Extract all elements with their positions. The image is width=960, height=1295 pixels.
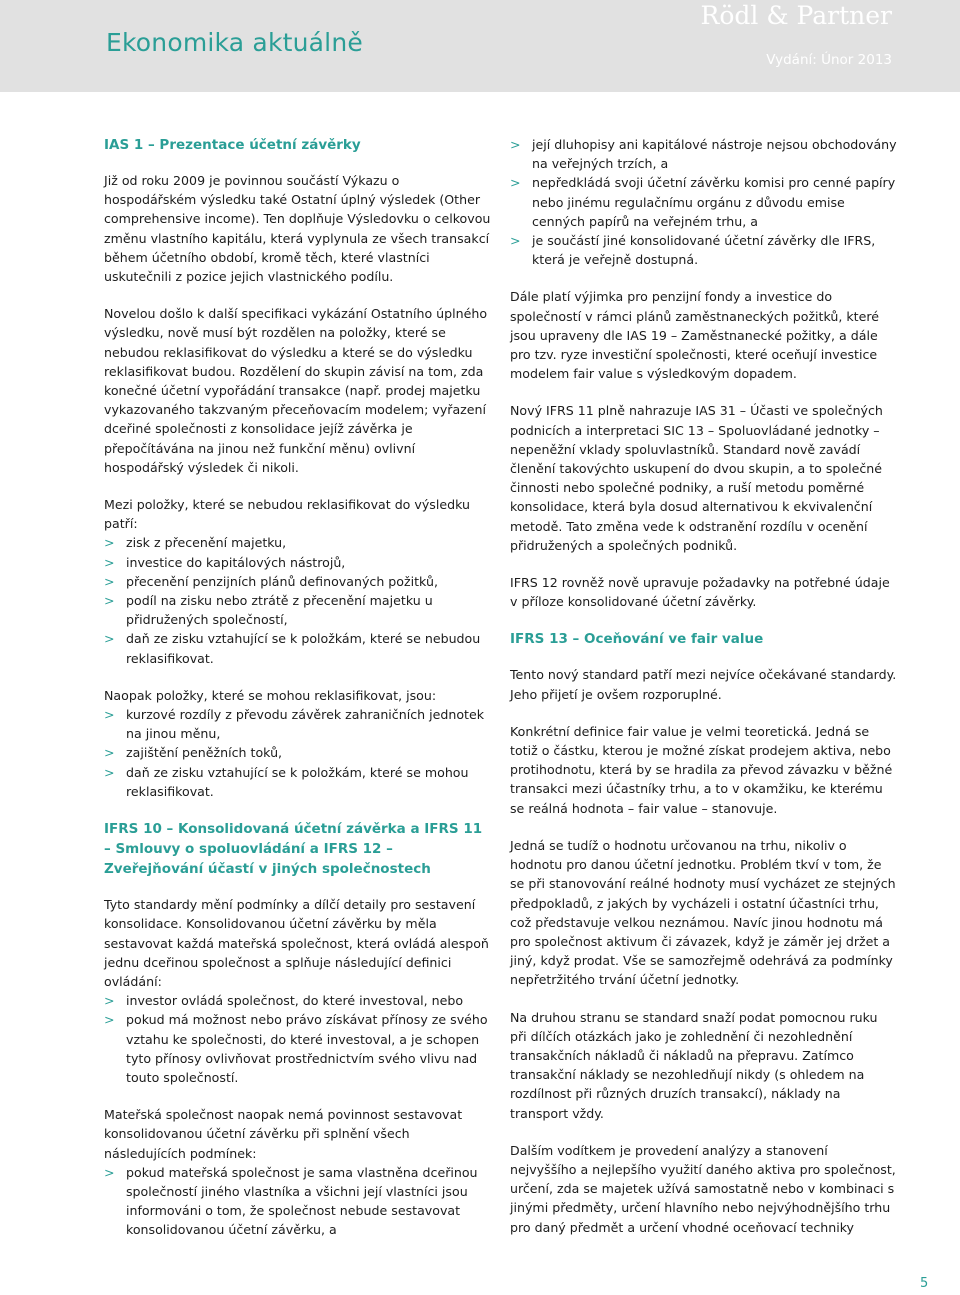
list-item: > přecenění penzijních plánů definovaných požitků, (104, 572, 492, 591)
paragraph: Naopak položky, které se mohou reklasifikovat, jsou: (104, 687, 437, 703)
section-heading-ifrs13: IFRS 13 – Oceňování ve fair value (510, 631, 764, 648)
header-band (0, 0, 960, 92)
paragraph: Dalším vodítkem je provedení analýzy a stanovení nejvyššího a nejlepšího využití daného aktiva pro společnost, určení, zda se majetek užívá samostatně nebo v kombinaci s jinými předměty, určení hlavního nebo nejvýhodnějšího trhu pro daný předmět a určení vhodné oceňovací techniky (510, 1142, 896, 1235)
paragraph: Tyto standardy mění podmínky a dílčí detaily pro sestavení konsolidace. Konsolidovanou účetní závěrku by měla sestavovat každá mateřská společnost, která ovládá alespoň jednu dceřinou společnost a splňuje následující definici ovládání: (104, 897, 489, 989)
list-item: > kurzové rozdíly z převodu závěrek zahraničních jednotek na jinou měnu, (104, 705, 492, 743)
paragraph: IFRS 12 rovněž nově upravuje požadavky na potřebné údaje v příloze konsolidované účetní závěrky. (510, 575, 890, 610)
left-column (104, 135, 492, 1258)
list-item: > její dluhopisy ani kapitálové nástroje nejsou obchodovány na veřejných trzích, a (510, 135, 898, 173)
list-item: > zisk z přecenění majetku, (104, 533, 492, 552)
paragraph: Na druhou stranu se standard snaží podat pomocnou ruku při dílčích otázkách jako je zohlednění či nezohlednění transakčních nákladů či nákladů na přepravu. Zatímco transakční náklady se nezohledňují nikdy (s ohledem na rozdílnost při různých druzích transakcí), náklady na transport vždy. (510, 1009, 878, 1121)
right-column (510, 135, 898, 1255)
paragraph: Jedná se tudíž o hodnotu určovanou na trhu, nikoliv o hodnotu pro danou účetní jednotku. Problém tkví v tom, že se při stanovování reálné hodnoty musí vycházet ze stejných předpokladů, z jakých by vycházeli i ostatní účastníci trhu, což představuje velkou neznámou. Navíc jinou hodnotu má pro společnost aktivum či závazek, když je záměr jej držet a jiný, když prodat. Vše se samozřejmě odehrává za podmínky nepřetržitého trvání účetní jednotky. (510, 837, 896, 988)
section-heading-ifrs10: IFRS 10 – Konsolidovaná účetní závěrka a IFRS 11 – Smlouvy o spoluovládání a IFRS 12 – Zveřejňování účastí v jiných společnostech (104, 821, 483, 878)
list-item: > zajištění peněžních toků, (104, 743, 492, 762)
bullet-list (104, 991, 492, 1087)
page-number: 5 (920, 1276, 929, 1291)
publication-title: Ekonomika aktuálně (106, 28, 363, 57)
bullet-list (104, 1163, 492, 1240)
paragraph: Mateřská společnost naopak nemá povinnost sestavovat konsolidovanou účetní závěrku při splnění všech následujících podmínek: (104, 1107, 463, 1161)
paragraph: Novelou došlo k další specifikaci vykázání Ostatního úplného výsledku, nově musí být rozdělen na položky, které se nebudou reklasifikovat do výsledku a které se do výsledku reklasifikovat budou. Rozdělení do skupin závisí na tom, zda konečné účetní vypořádání transakce (např. prodej majetku vykazovaného takzvaným přeceňovacím modelem; vyřazení dceřiné společnosti z konsolidace jejíž závěrka je přepočítávána na jinou než funkční měnu) ovlivní hospodářský výsledek či nikoli. (104, 306, 488, 475)
bullet-list (104, 533, 492, 667)
paragraph: Konkrétní definice fair value je velmi teoretická. Jedná se totiž o částku, kterou je možné získat prodejem aktiva, nebo protihodnotu, která by se hradila za převod závazku v běžné transakci mezi účastníky trhu, a to v okamžiku, ke kterému se reálná hodnota – fair value – stanovuje. (510, 723, 893, 816)
brand-logo-text: Rödl & Partner (700, 1, 892, 30)
paragraph: Dále platí výjimka pro penzijní fondy a investice do společností v rámci plánů zaměstnaneckých požitků, které jsou upraveny dle IAS 19 – Zaměstnanecké požitky, a dále pro tzv. ryze investiční společnosti, které oceňují investice modelem fair value s výsledkovým dopadem. (510, 289, 880, 382)
paragraph: Mezi položky, které se nebudou reklasifikovat do výsledku patří: (104, 497, 470, 532)
issue-date: Vydání: Únor 2013 (766, 52, 892, 68)
list-item: > daň ze zisku vztahující se k položkám, které se mohou reklasifikovat. (104, 763, 492, 801)
bullet-list (510, 135, 898, 269)
section-heading-ias1: IAS 1 – Prezentace účetní závěrky (104, 137, 361, 153)
bullet-list (104, 705, 492, 801)
list-item: > daň ze zisku vztahující se k položkám, které se nebudou reklasifikovat. (104, 629, 492, 667)
paragraph: Již od roku 2009 je povinnou součástí Výkazu o hospodářském výsledku také Ostatní úplný výsledek (Other comprehensive income). Ten doplňuje Výsledovku o celkovou změnu vlastního kapitálu, která vyplynula ze všech transakcí během účetního období, kromě těch, které vlastníci uskutečnili z pozice jejich vlastnického podílu. (104, 173, 491, 285)
list-item: > je součástí jiné konsolidované účetní závěrky dle IFRS, která je veřejně dostupná. (510, 231, 898, 269)
list-item: > pokud mateřská společnost je sama vlastněna dceřinou společností jiného vlastníka a všichni její vlastníci jsou informováni o tom, že společnost nebude sestavovat konsolidovanou účetní závěrku, a (104, 1163, 492, 1240)
list-item: > podíl na zisku nebo ztrátě z přecenění majetku u přidružených společností, (104, 591, 492, 629)
list-item: > nepředkládá svoji účetní závěrku komisi pro cenné papíry nebo jinému regulačnímu orgánu z důvodu emise cenných papírů na veřejném trhu, a (510, 173, 898, 231)
paragraph: Tento nový standard patří mezi nejvíce očekávané standardy. Jeho přijetí je ovšem rozporuplné. (510, 667, 897, 702)
list-item: > pokud má možnost nebo právo získávat přínosy ze svého vztahu ke společnosti, do které investoval, a je schopen tyto přínosy ovlivňovat prostřednictvím svého vlivu nad touto společností. (104, 1010, 492, 1087)
list-item: > investor ovládá společnost, do které investoval, nebo (104, 991, 492, 1010)
list-item: > investice do kapitálových nástrojů, (104, 553, 492, 572)
paragraph: Nový IFRS 11 plně nahrazuje IAS 31 – Účasti ve společných podnicích a interpretaci SIC 13 – Spoluovládané jednotky – nepeněžní vklady spoluvlastníků. Standard nově zavádí členění takovýchto uskupení do dvou skupin, a to společné činnosti nebo společné podniky, a ruší metodu poměrné konsolidace, která byla dosud alternativou k ekvivalenční metodě. Tato změna vede k odstranění rozdílu v ocenění přidružených a společných podniků. (510, 403, 883, 553)
